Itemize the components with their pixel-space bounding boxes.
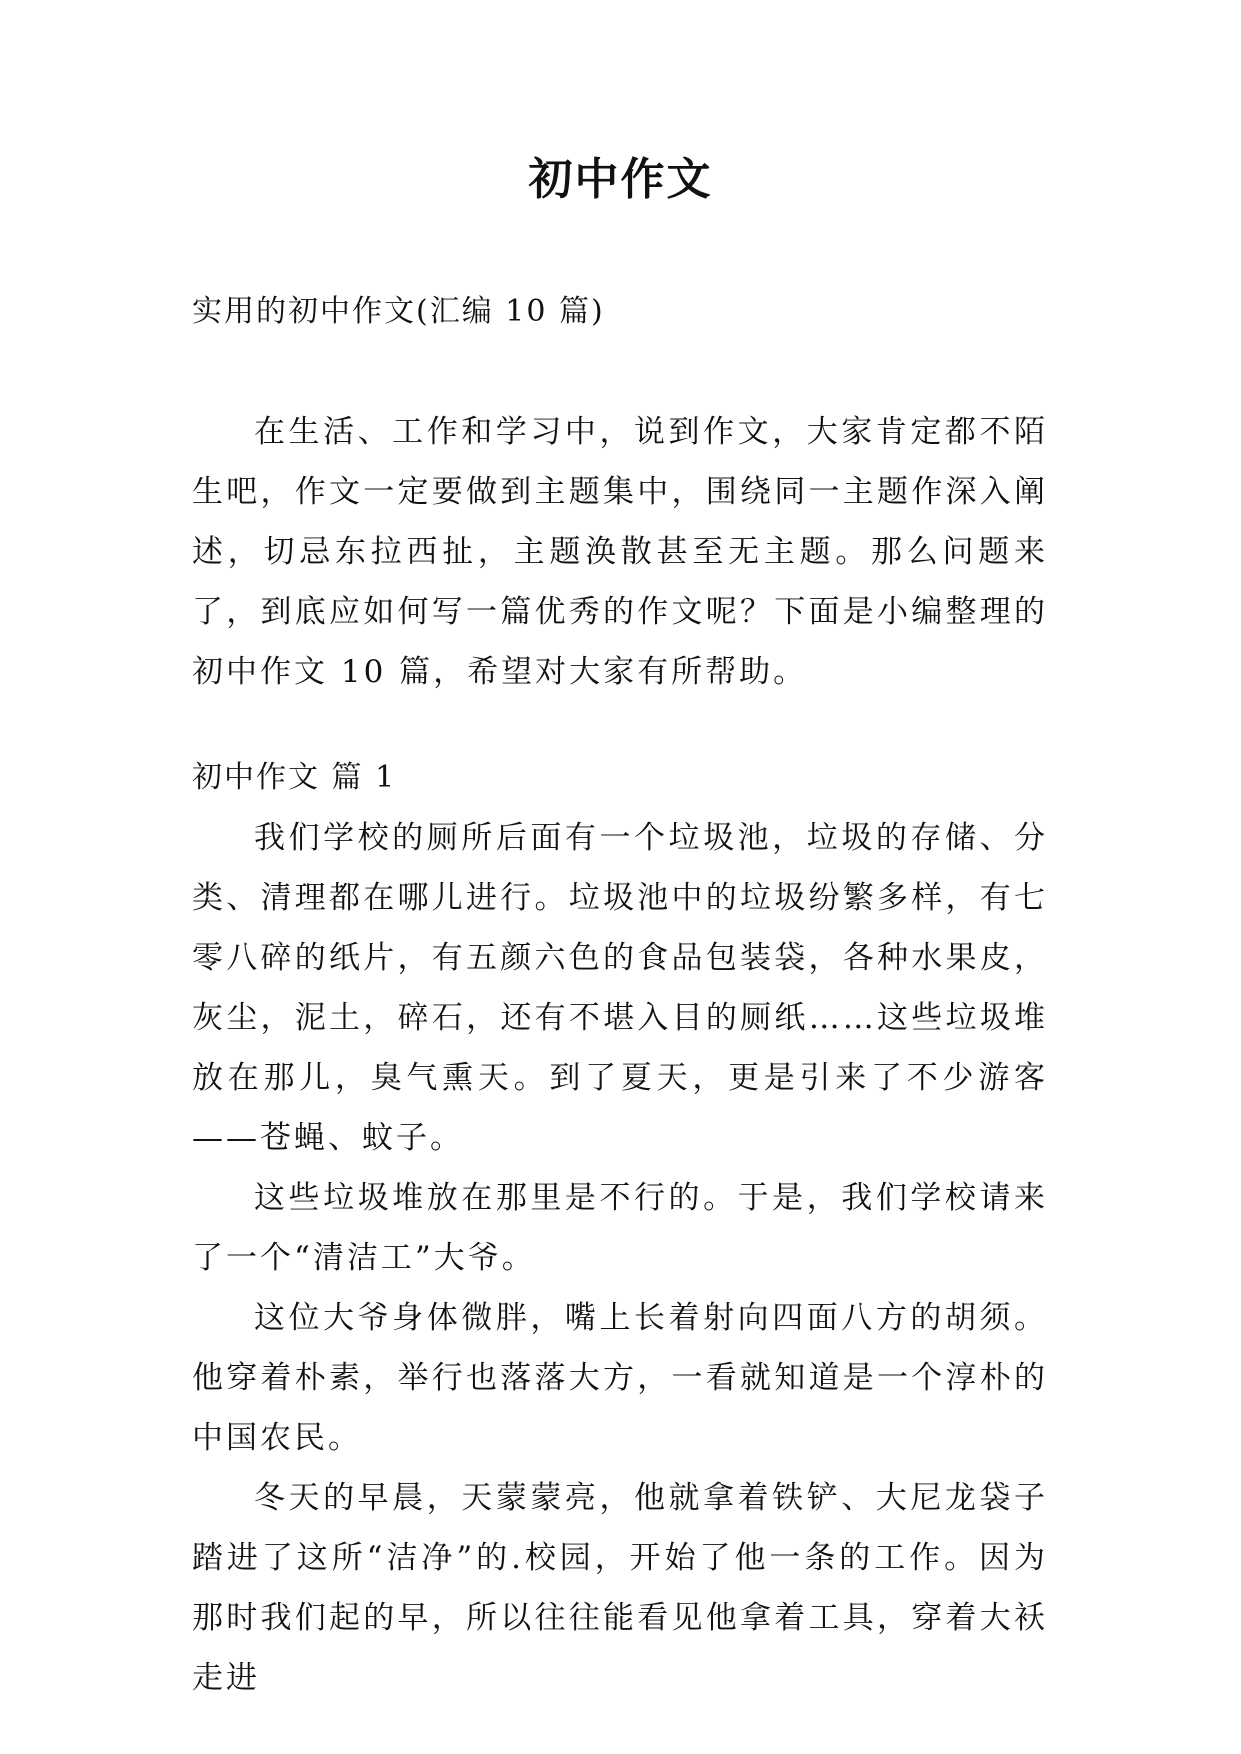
intro-block <box>192 402 1048 702</box>
body-paragraph: 冬天的早晨，天蒙蒙亮，他就拿着铁铲、大尼龙袋子踏进了这所“洁净”的.校园，开始了他一条的工作。因为那时我们起的早，所以往往能看见他拿着工具，穿着大袄走进 <box>192 1480 1048 1696</box>
document-title: 初中作文 <box>528 154 713 205</box>
document-subtitle: 实用的初中作文(汇编 10 篇) <box>192 294 605 329</box>
section-heading: 初中作文 篇 1 <box>192 760 397 795</box>
section-body <box>192 808 1048 1708</box>
body-paragraph: 我们学校的厕所后面有一个垃圾池，垃圾的存储、分类、清理都在哪儿进行。垃圾池中的垃圾纷繁多样，有七零八碎的纸片，有五颜六色的食品包装袋，各种水果皮，灰尘，泥土，碎石，还有不堪入目的厕纸……这些垃圾堆放在那儿，臭气熏天。到了夏天，更是引来了不少游客——苍蝇、蚊子。 <box>192 820 1048 1156</box>
body-paragraph: 这些垃圾堆放在那里是不行的。于是，我们学校请来了一个“清洁工”大爷。 <box>192 1180 1048 1276</box>
body-paragraph: 这位大爷身体微胖，嘴上长着射向四面八方的胡须。他穿着朴素，举行也落落大方，一看就知道是一个淳朴的中国农民。 <box>192 1300 1048 1456</box>
intro-paragraph: 在生活、工作和学习中，说到作文，大家肯定都不陌生吧，作文一定要做到主题集中，围绕同一主题作深入阐述，切忌东拉西扯，主题涣散甚至无主题。那么问题来了，到底应如何写一篇优秀的作文呢？下面是小编整理的初中作文 10 篇，希望对大家有所帮助。 <box>192 414 1048 690</box>
